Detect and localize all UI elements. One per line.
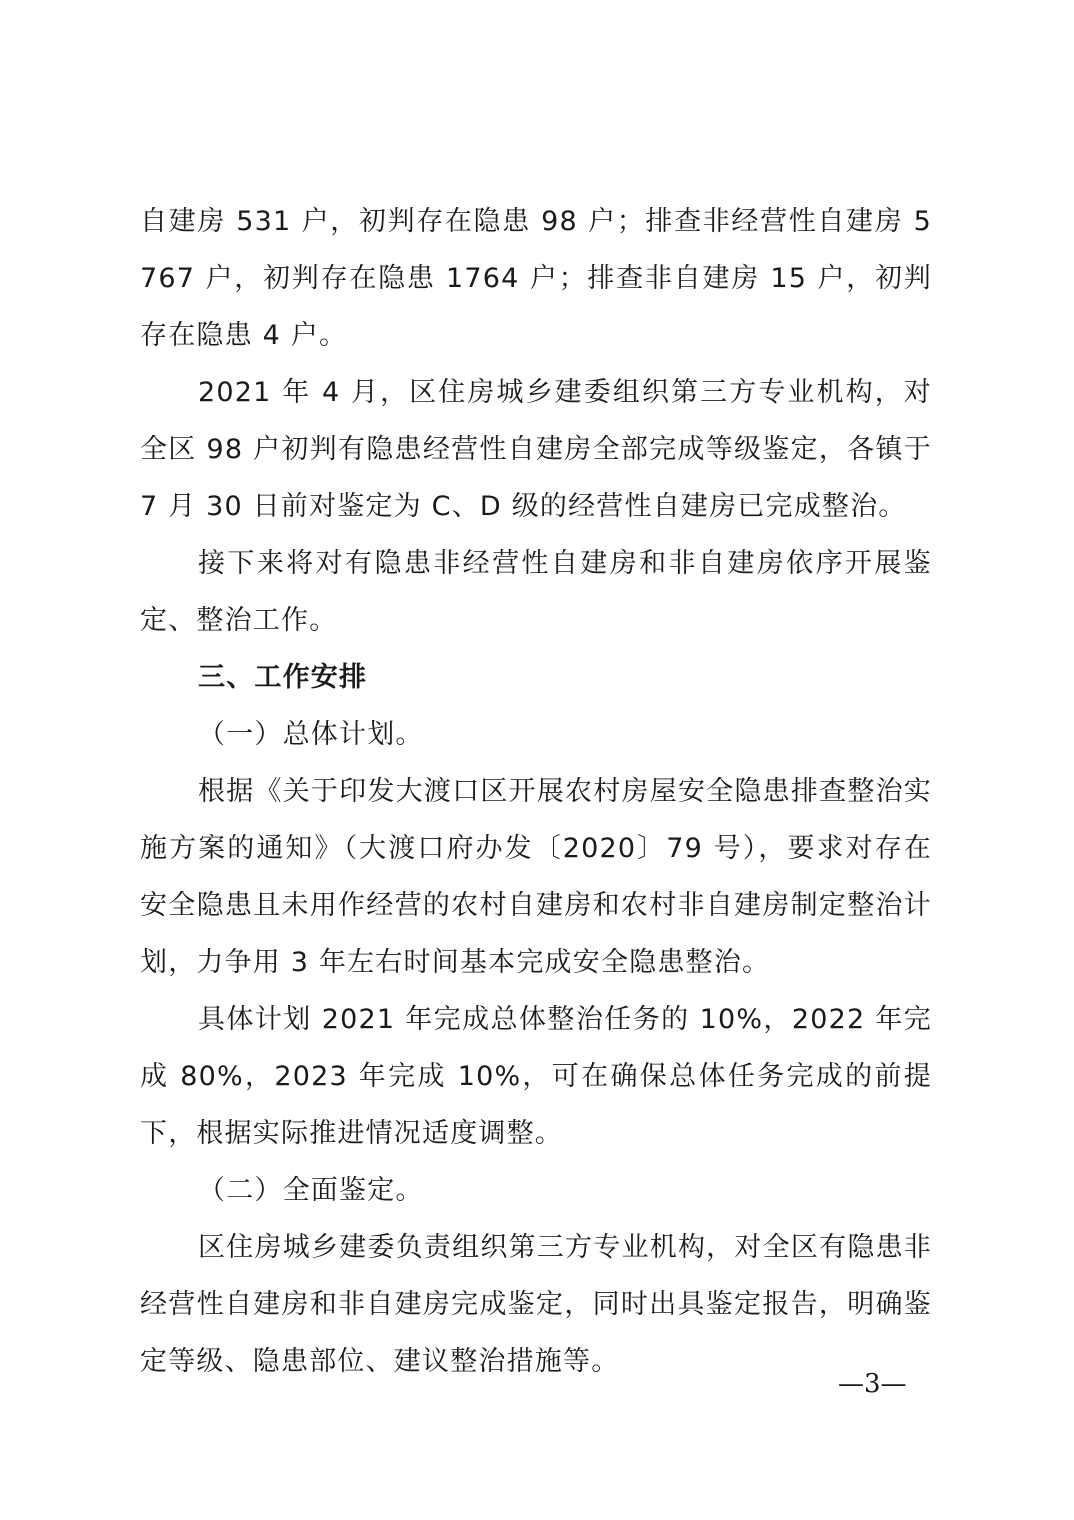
paragraph-continuation: 自建房 531 户，初判存在隐患 98 户；排查非经营性自建房 5767 户，初判存在隐患 1764 户；排查非自建房 15 户，初判存在隐患 4 户。 xyxy=(140,206,932,351)
paragraph-plan-basis: 根据《关于印发大渡口区开展农村房屋安全隐患排查整治实施方案的通知》（大渡口府办发〔2020〕79 号），要求对存在安全隐患且未用作经营的农村自建房和农村非自建房制定整治计划，力争用 3 年左右时间基本完成安全隐患整治。 xyxy=(140,776,932,978)
page-number: —3— xyxy=(838,1369,907,1399)
paragraph-appraisal-progress: 2021 年 4 月，区住房城乡建委组织第三方专业机构，对全区 98 户初判有隐患经营性自建房全部完成等级鉴定，各镇于 7 月 30 日前对鉴定为 C、D 级的经营性自建房已完成整治。 xyxy=(140,377,932,522)
paragraph-next-steps: 接下来将对有隐患非经营性自建房和非自建房依序开展鉴定、整治工作。 xyxy=(140,548,932,636)
paragraph-appraisal-duty: 区住房城乡建委负责组织第三方专业机构，对全区有隐患非经营性自建房和非自建房完成鉴定，同时出具鉴定报告，明确鉴定等级、隐患部位、建议整治措施等。 xyxy=(140,1232,932,1377)
subheading-full-appraisal: （二）全面鉴定。 xyxy=(198,1175,424,1206)
subheading-overall-plan: （一）总体计划。 xyxy=(198,719,424,750)
section-heading-work-arrangement: 三、工作安排 xyxy=(198,662,368,693)
document-body xyxy=(140,193,932,1390)
paragraph-plan-schedule: 具体计划 2021 年完成总体整治任务的 10%，2022 年完成 80%，2023 年完成 10%，可在确保总体任务完成的前提下，根据实际推进情况适度调整。 xyxy=(140,1004,932,1149)
